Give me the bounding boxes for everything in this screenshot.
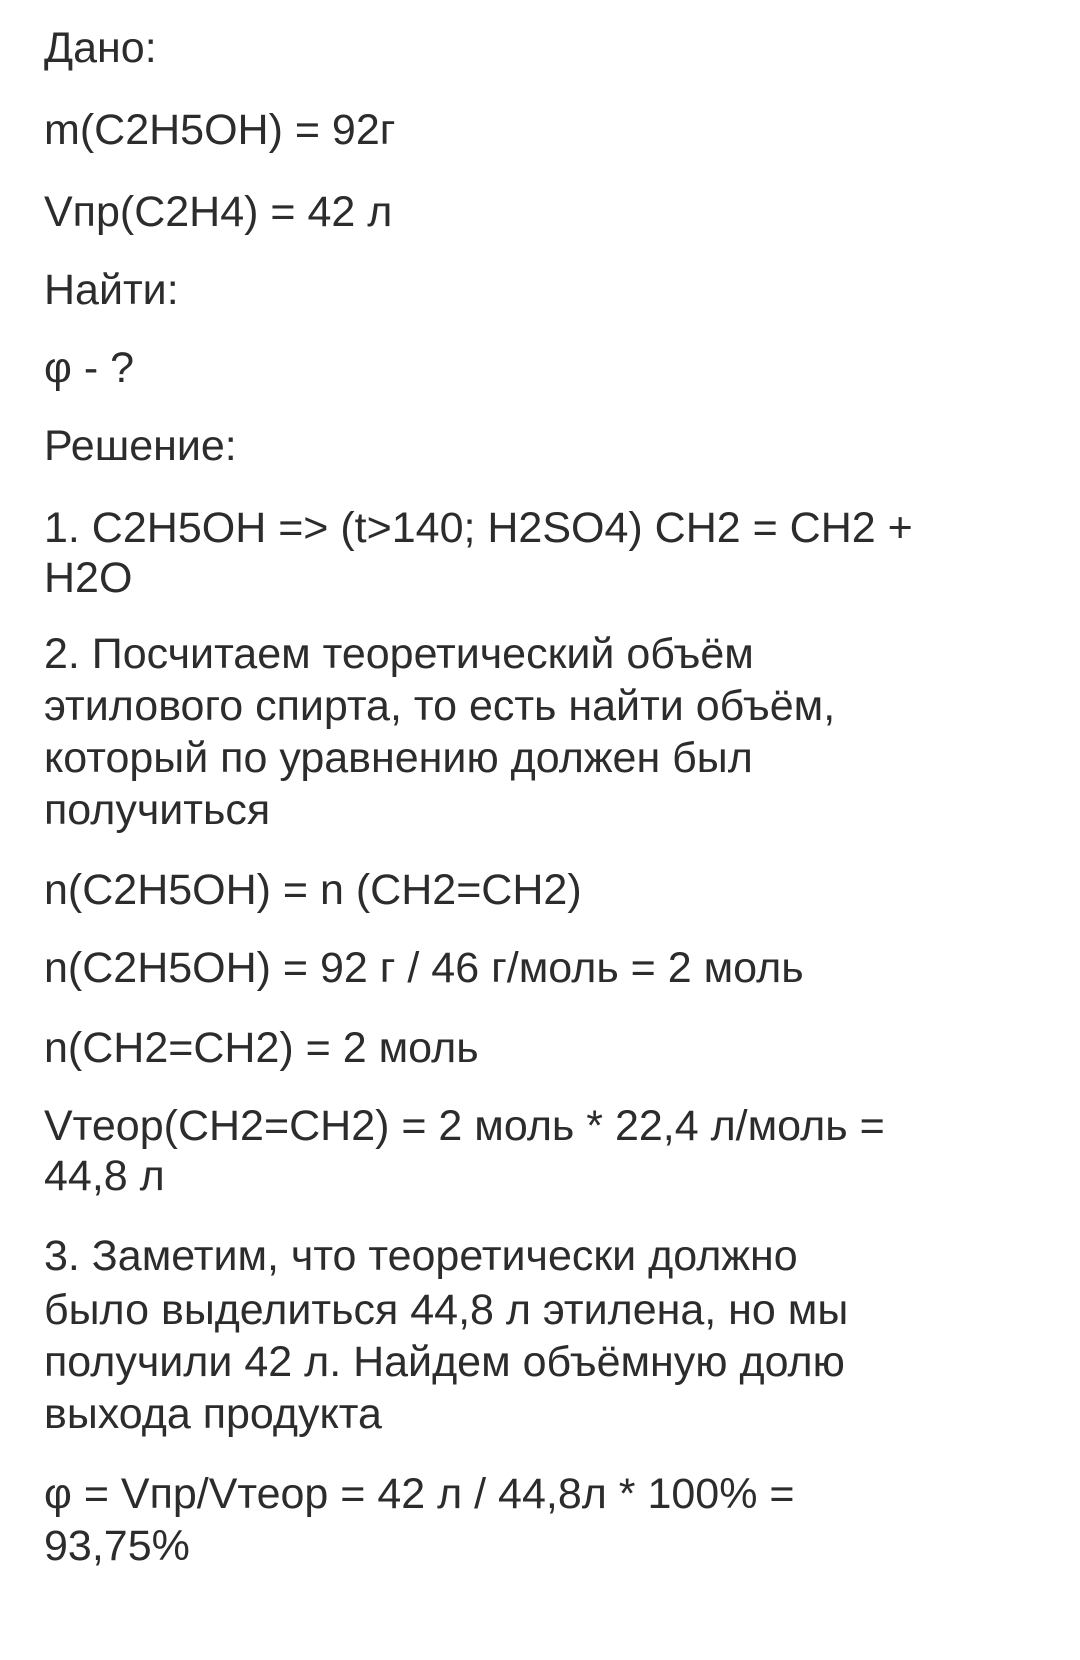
step1-reaction-line1: 1. C2H5OH => (t>140; H2SO4) CH2 = CH2 + xyxy=(44,504,913,552)
given-heading: Дано: xyxy=(44,24,157,72)
step2-text-line2: этилового спирта, то есть найти объём, xyxy=(44,682,836,730)
equation-theoretical-volume-line1: Vтеор(CH2=CH2) = 2 моль * 22,4 л/моль = xyxy=(44,1102,885,1150)
find-target: φ - ? xyxy=(44,344,135,392)
step2-text-line1: 2. Посчитаем теоретический объём xyxy=(44,630,754,678)
solution-heading: Решение: xyxy=(44,422,237,470)
final-yield-line1: φ = Vпр/Vтеор = 42 л / 44,8л * 100% = xyxy=(44,1470,795,1518)
step3-text-line1: 3. Заметим, что теоретически должно xyxy=(44,1232,798,1280)
equation-moles-equal: n(C2H5OH) = n (CH2=CH2) xyxy=(44,866,582,914)
equation-moles-ethanol: n(C2H5OH) = 92 г / 46 г/моль = 2 моль xyxy=(44,944,804,992)
given-mass: m(C2H5OH) = 92г xyxy=(44,106,396,154)
given-volume: Vпр(C2H4) = 42 л xyxy=(44,188,393,236)
step3-text-line2: было выделиться 44,8 л этилена, но мы xyxy=(44,1286,849,1334)
step3-text-line4: выхода продукта xyxy=(44,1390,382,1438)
equation-moles-ethylene: n(CH2=CH2) = 2 моль xyxy=(44,1024,479,1072)
step3-text-line3: получили 42 л. Найдем объёмную долю xyxy=(44,1338,845,1386)
find-heading: Найти: xyxy=(44,266,179,314)
step2-text-line3: который по уравнению должен был xyxy=(44,734,753,782)
step2-text-line4: получиться xyxy=(44,786,271,834)
final-yield-line2: 93,75% xyxy=(44,1522,190,1570)
equation-theoretical-volume-line2: 44,8 л xyxy=(44,1152,165,1200)
step1-reaction-line2: H2O xyxy=(44,554,133,602)
